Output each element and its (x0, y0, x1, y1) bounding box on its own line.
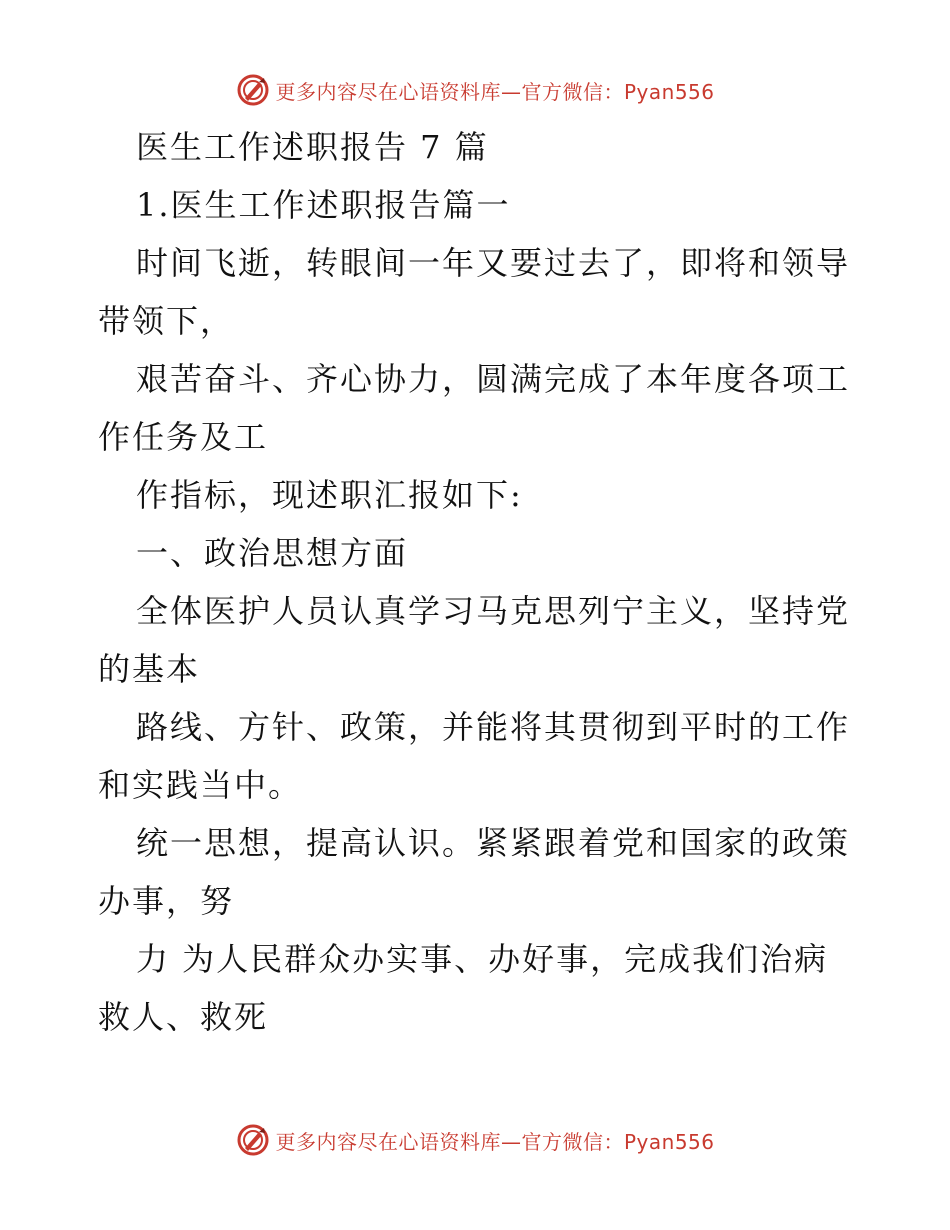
document-body (98, 118, 858, 1046)
pen-circle-logo-icon (235, 72, 271, 108)
footer-banner-slogan: 更多内容尽在心语资料库 (275, 1129, 501, 1154)
header-banner-slogan: 更多内容尽在心语资料库 (275, 79, 501, 104)
header-banner-wechat-id: Pyan556 (623, 79, 715, 104)
paragraph: 作指标，现述职汇报如下: (136, 476, 523, 514)
header-banner (0, 70, 950, 110)
section-heading: 一、政治思想方面 (136, 534, 409, 572)
footer-banner-wechat-label: 官方微信： (521, 1129, 624, 1154)
header-banner-separator: — (500, 79, 522, 104)
document-title: 医生工作述职报告 7 篇 (136, 128, 489, 166)
section-heading: 1.医生工作述职报告篇一 (136, 186, 511, 224)
footer-banner-text (275, 1126, 714, 1155)
header-banner-wechat-label: 官方微信： (521, 79, 624, 104)
paragraph: 统一思想，提高认识。紧紧跟着党和国家的政策办事，努 (98, 824, 851, 920)
paragraph: 路线、方针、政策，并能将其贯彻到平时的工作和实践当中。 (98, 708, 851, 804)
footer-banner-separator: — (500, 1129, 522, 1154)
pen-circle-logo-icon (235, 1122, 271, 1158)
paragraph: 力 为人民群众办实事、办好事，完成我们治病救人、救死 (98, 940, 829, 1036)
paragraph: 时间飞逝，转眼间一年又要过去了，即将和领导带领下， (98, 244, 851, 340)
paragraph: 艰苦奋斗、齐心协力，圆满完成了本年度各项工作任务及工 (98, 360, 851, 456)
header-banner-text (275, 76, 714, 105)
footer-banner (0, 1120, 950, 1160)
paragraph: 全体医护人员认真学习马克思列宁主义，坚持党的基本 (98, 592, 851, 688)
footer-banner-wechat-id: Pyan556 (623, 1129, 715, 1154)
